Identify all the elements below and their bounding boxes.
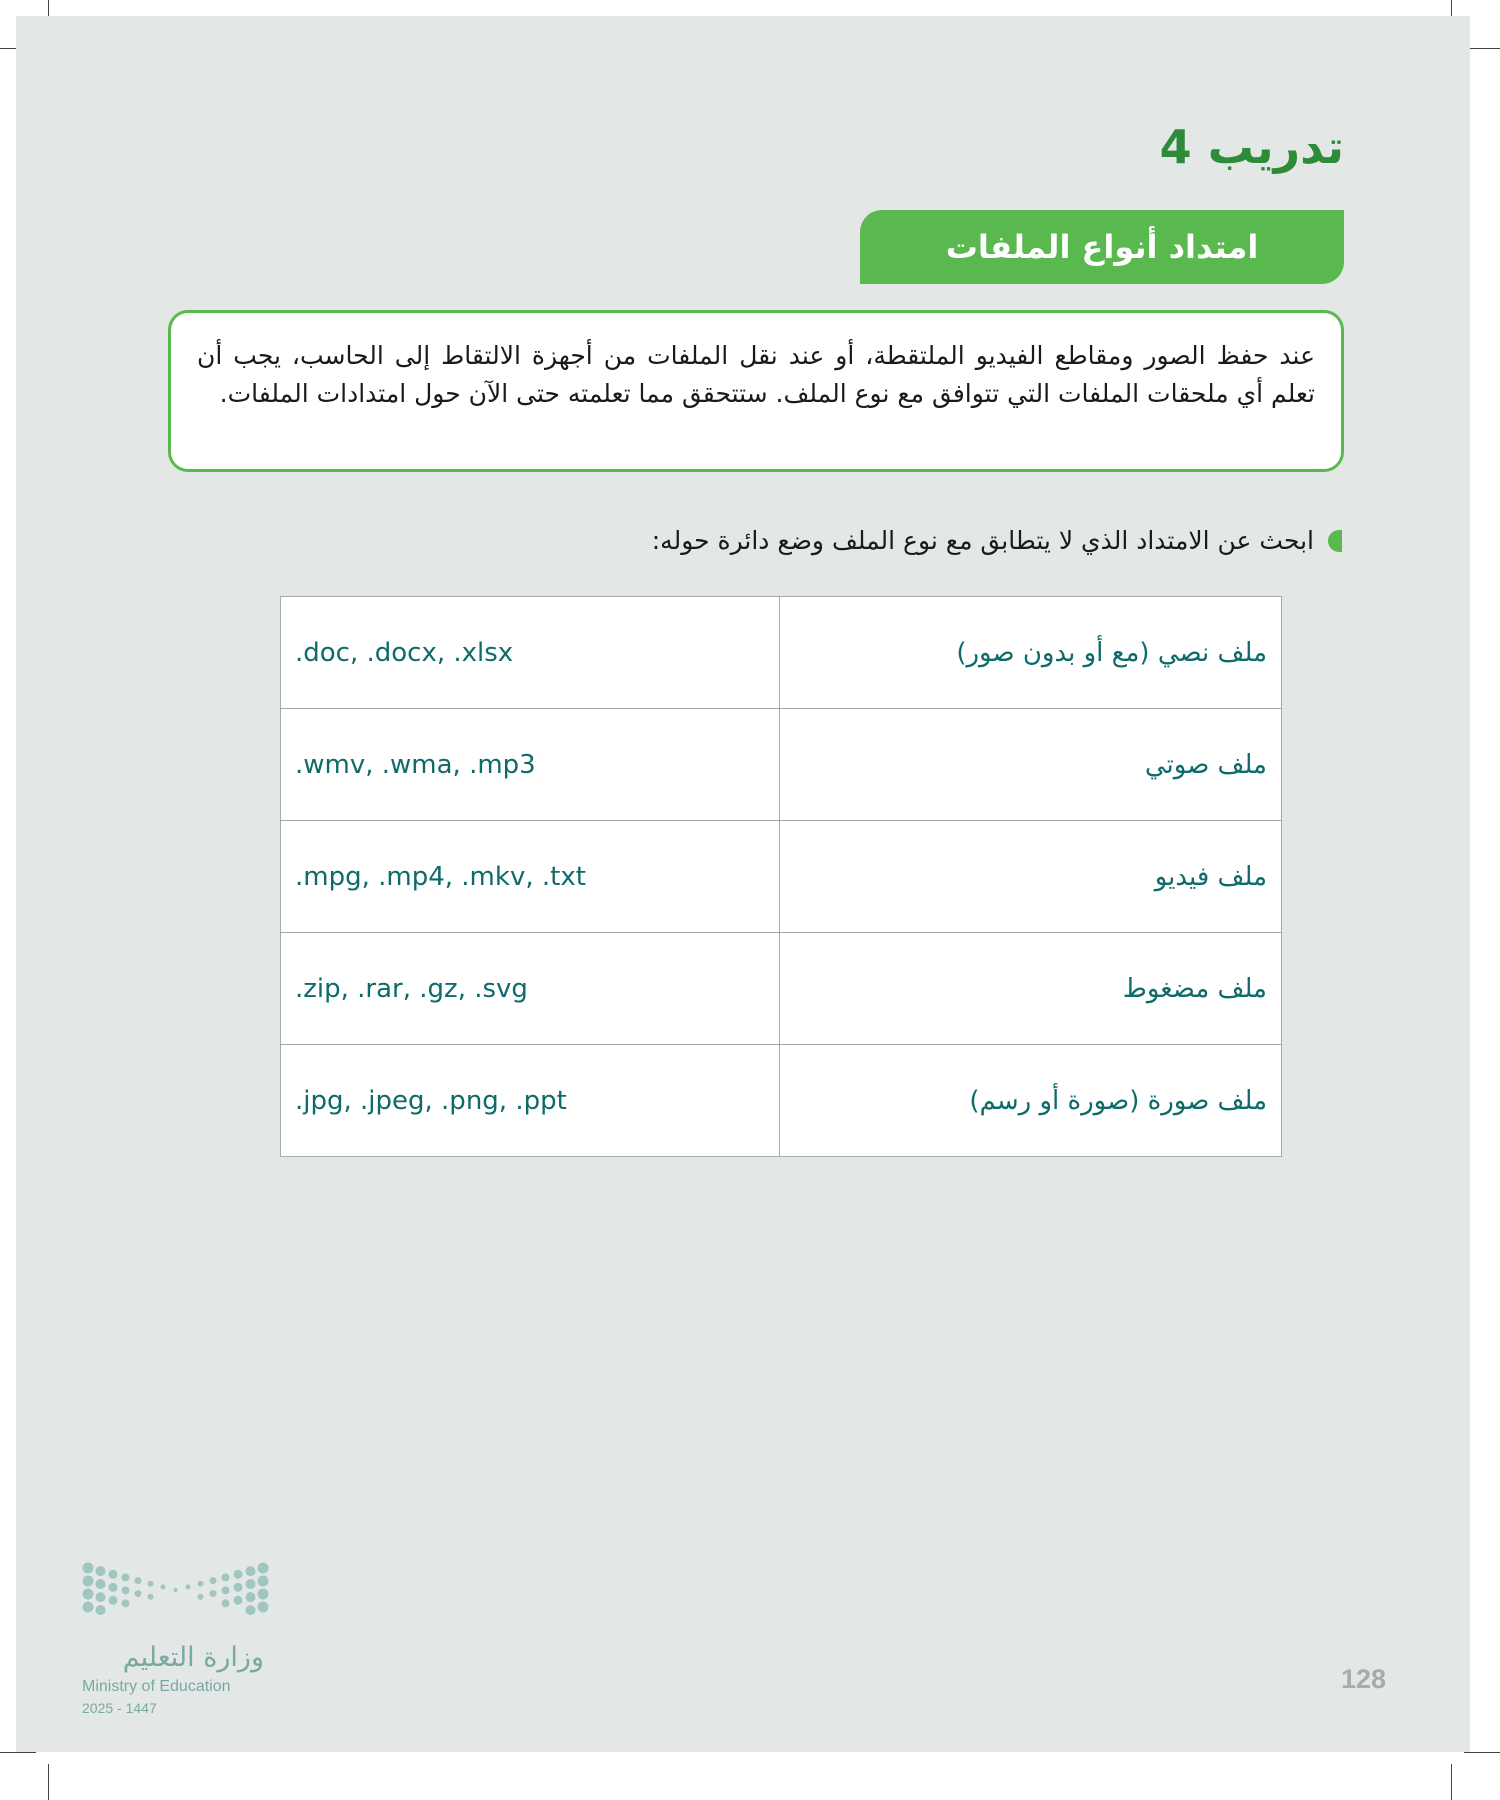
ministry-logo-arabic: وزارة التعليم bbox=[122, 1642, 264, 1673]
file-type-cell: ملف نصي (مع أو بدون صور) bbox=[780, 597, 1282, 709]
extensions-cell[interactable]: .wmv, .wma, .mp3 bbox=[281, 709, 780, 821]
crop-mark bbox=[1451, 1764, 1452, 1800]
ministry-logo bbox=[82, 1560, 272, 1716]
section-banner bbox=[860, 210, 1344, 284]
file-type-cell: ملف صورة (صورة أو رسم) bbox=[780, 1045, 1282, 1157]
file-type-cell: ملف فيديو bbox=[780, 821, 1282, 933]
table-row bbox=[281, 597, 1282, 709]
crop-mark bbox=[1464, 1752, 1500, 1753]
lesson-title: تدريب 4 bbox=[1159, 120, 1344, 174]
table-row bbox=[281, 709, 1282, 821]
section-banner-label: امتداد أنواع الملفات bbox=[945, 228, 1259, 266]
bullet-icon bbox=[1328, 530, 1342, 552]
extensions-table bbox=[280, 596, 1282, 1157]
instruction bbox=[652, 526, 1342, 555]
intro-box bbox=[168, 310, 1344, 472]
file-type-cell: ملف صوتي bbox=[780, 709, 1282, 821]
table-row bbox=[281, 933, 1282, 1045]
intro-text: عند حفظ الصور ومقاطع الفيديو الملتقطة، أو عند نقل الملفات من أجهزة الالتقاط إلى الحاسب، يجب أن تعلم أي ملحقات الملفات التي تتوافق مع نوع الملف. ستتحقق مما تعلمته حتى الآن حول امتدادات الملفات. bbox=[197, 341, 1315, 408]
ministry-logo-year: 2025 - 1447 bbox=[82, 1700, 157, 1716]
table-row bbox=[281, 821, 1282, 933]
file-type-cell: ملف مضغوط bbox=[780, 933, 1282, 1045]
instruction-text: ابحث عن الامتداد الذي لا يتطابق مع نوع الملف وضع دائرة حوله: bbox=[651, 526, 1314, 555]
page-number: 128 bbox=[1340, 1664, 1386, 1694]
ministry-logo-dots-icon bbox=[82, 1560, 272, 1630]
table-row bbox=[281, 1045, 1282, 1157]
extensions-cell[interactable]: .zip, .rar, .gz, .svg bbox=[281, 933, 780, 1045]
extensions-cell[interactable]: .mpg, .mp4, .mkv, .txt bbox=[281, 821, 780, 933]
extensions-cell[interactable]: .jpg, .jpeg, .png, .ppt bbox=[281, 1045, 780, 1157]
crop-mark bbox=[48, 1764, 49, 1800]
extensions-cell[interactable]: .doc, .docx, .xlsx bbox=[281, 597, 780, 709]
crop-mark bbox=[0, 1752, 36, 1753]
ministry-logo-english: Ministry of Education bbox=[82, 1678, 231, 1695]
